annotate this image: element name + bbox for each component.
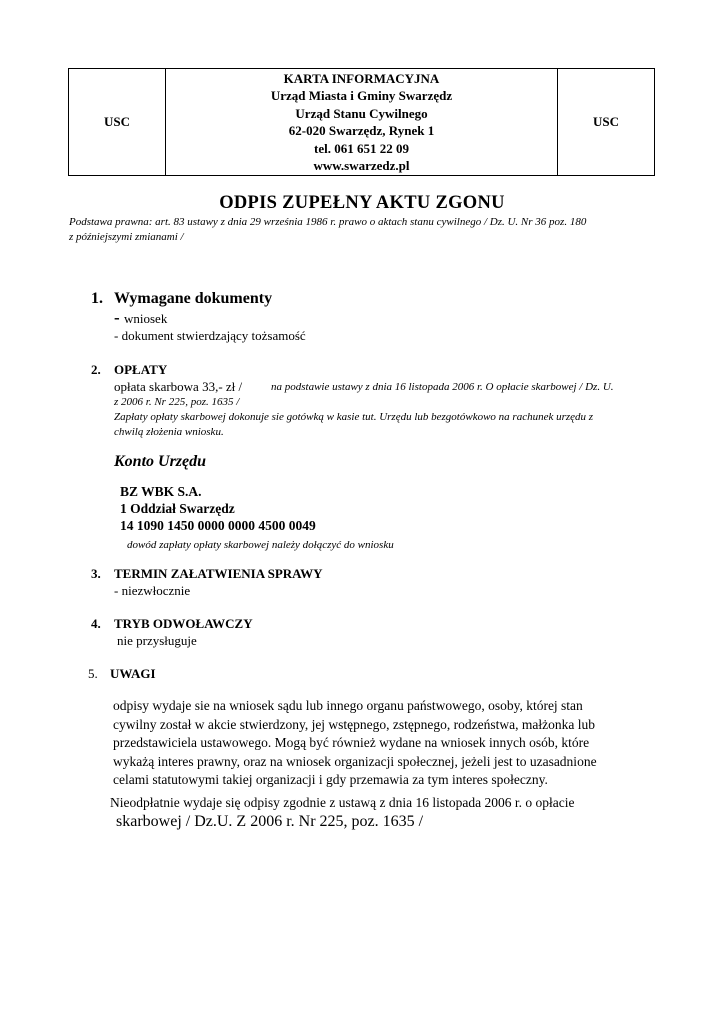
free-copies-line-2: skarbowej / Dz.U. Z 2006 r. Nr 225, poz. 1635 / [116,813,424,830]
document-item-id: - dokument stwierdzający tożsamość [114,328,306,343]
section-1-number: 1. [91,290,103,307]
section-2-number: 2. [91,362,101,377]
section-1-heading: Wymagane dokumenty [114,290,273,307]
account-heading: Konto Urzędu [114,453,207,470]
header-line-website: www.swarzedz.pl [313,158,410,173]
section-3-heading: TERMIN ZAŁATWIENIA SPRAWY [114,566,323,581]
section-4-number: 4. [91,616,101,631]
fee-legal-note-cont: z 2006 r. Nr 225, poz. 1635 / [114,396,240,408]
document-item-application: wniosek [124,311,168,326]
section-1-dash: - [114,308,120,327]
remarks-paragraph [113,697,651,790]
account-number: 14 1090 1450 0000 0000 4500 0049 [120,518,316,533]
header-line-office: Urząd Miasta i Gminy Swarzędz [270,88,453,103]
remarks-line-5: celami statutowymi takiej organizacji i gdy przemawia za tym interes społeczny. [113,772,548,787]
fee-amount: opłata skarbowa 33,- zł / [114,379,243,394]
bank-name: BZ WBK S.A. [120,484,202,499]
legal-basis-line-2: z późniejszymi zmianami / [69,231,184,243]
legal-basis [69,215,659,245]
deadline-value: - niezwłocznie [114,583,191,598]
free-copies-line-1: Nieodpłatnie wydaje się odpisy zgodnie z ustawą z dnia 16 listopada 2006 r. o opłacie [110,795,575,810]
payment-method-line-2: chwilą złożenia wniosku. [114,426,224,438]
remarks-line-4: wykażą interes prawny, oraz na wniosek organizacji społecznej, jeżeli jest to uzasadnione [113,753,597,769]
remarks-line-3: przedstawiciela ustawowego. Mogą być również wydane na wniosek innych osób, które [113,735,590,750]
section-4-heading: TRYB ODWOŁAWCZY [114,616,253,631]
header-line-phone: tel. 061 651 22 09 [314,140,409,156]
section-5-heading: UWAGI [110,666,156,681]
page-title: ODPIS ZUPEŁNY AKTU ZGONU [219,193,505,213]
fee-legal-note: na podstawie ustawy z dnia 16 listopada 2006 r. O opłacie skarbowej / Dz. U. [271,381,614,393]
header-table [68,68,655,176]
bank-branch: 1 Oddział Swarzędz [120,501,235,516]
appeal-value: nie przysługuje [117,633,197,648]
header-line-card-title: KARTA INFORMACYJNA [283,70,440,86]
section-5-number: 5. [88,666,98,681]
header-line-address: 62-020 Swarzędz, Rynek 1 [288,123,435,138]
header-right-cell: USC [592,114,619,129]
payment-proof-note: dowód zapłaty opłaty skarbowej należy dołączyć do wniosku [127,539,394,551]
header-line-registry: Urząd Stanu Cywilnego [295,105,428,121]
payment-method-line-1: Zapłaty opłaty skarbowej dokonuje sie gotówką w kasie tut. Urzędu lub bezgotówkowo na rachunek urzędu z [114,411,594,423]
remarks-line-1: odpisy wydaje sie na wniosek sądu lub innego organu państwowego, osoby, której stan [113,698,583,713]
header-info-cell [165,69,558,175]
section-3-number: 3. [91,566,101,581]
header-left-cell: USC [103,114,130,129]
legal-basis-line-1: Podstawa prawna: art. 83 ustawy z dnia 29 września 1986 r. prawo o aktach stanu cywilnego / Dz. U. Nr 36 poz. 180 [69,216,587,228]
section-2-heading: OPŁATY [114,362,168,377]
remarks-line-2: cywilny został w akcie stwierdzony, jej wstępnego, zstępnego, rodzeństwa, małżonka lub [113,716,595,732]
